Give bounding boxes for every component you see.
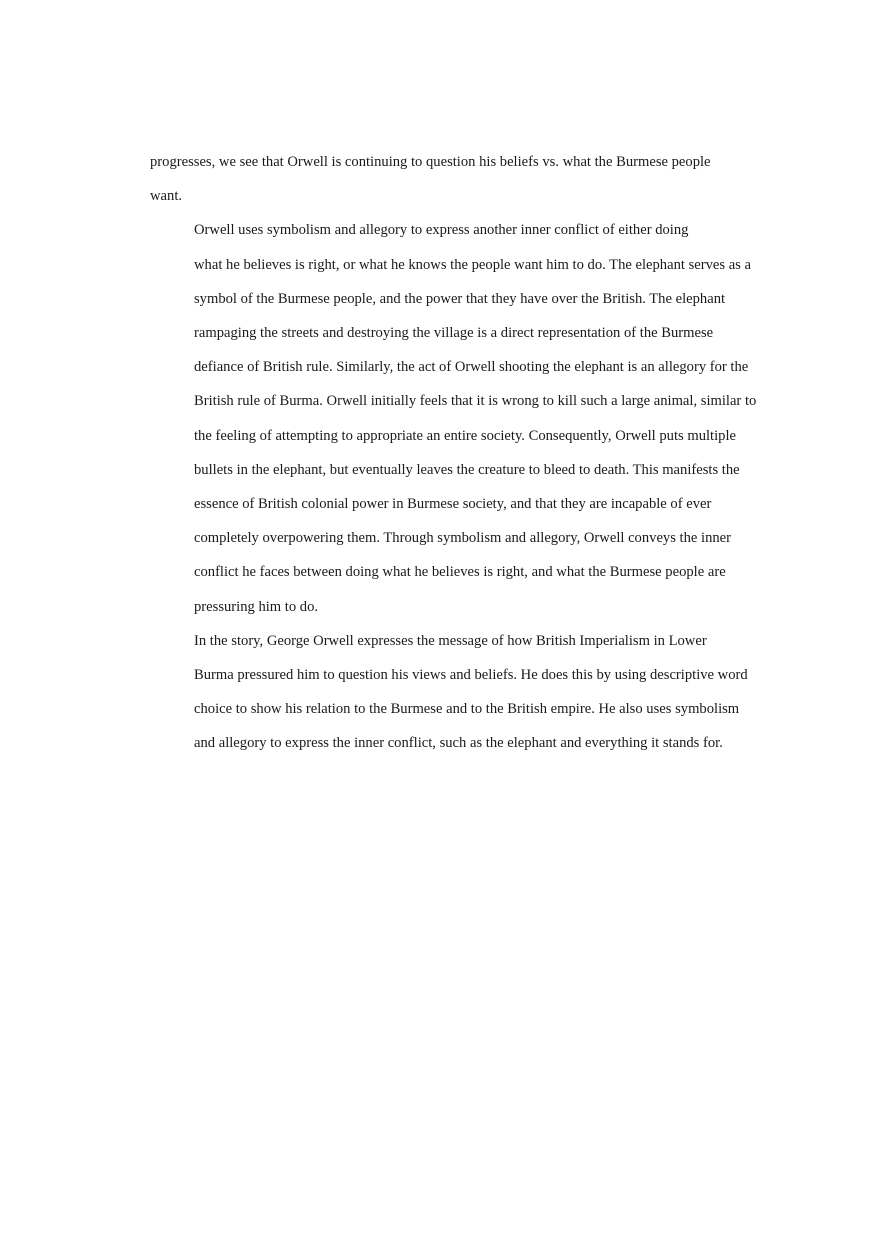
text-line: conflict he faces between doing what he believes is right, and what the Burmese people are (194, 564, 726, 581)
paragraph (150, 213, 757, 623)
text-line: symbol of the Burmese people, and the power that they have over the British. The elephant (194, 290, 726, 307)
text-line: choice to show his relation to the Burmese and to the British empire. He also uses symbolism (194, 701, 740, 718)
essay-body (150, 145, 757, 761)
text-line: and allegory to express the inner conflict, such as the elephant and everything it stands for. (194, 735, 723, 752)
text-line: Burma pressured him to question his views and beliefs. He does this by using descriptive word (194, 667, 748, 684)
text-line: In the story, George Orwell expresses the message of how British Imperialism in Lower (194, 632, 707, 649)
text-line: essence of British colonial power in Burmese society, and that they are incapable of ever (194, 496, 712, 513)
text-line: what he believes is right, or what he knows the people want him to do. The elephant serves as a (194, 256, 751, 273)
text-line: progresses, we see that Orwell is continuing to question his beliefs vs. what the Burmese people (150, 154, 711, 170)
text-line: want. (150, 188, 183, 205)
text-line: completely overpowering them. Through symbolism and allegory, Orwell conveys the inner (194, 530, 732, 547)
text-line: Orwell uses symbolism and allegory to express another inner conflict of either doing (194, 222, 689, 239)
paragraph (150, 145, 740, 213)
paragraph (150, 624, 748, 761)
text-line: British rule of Burma. Orwell initially feels that it is wrong to kill such a large animal, similar to (194, 393, 757, 410)
text-line: rampaging the streets and destroying the village is a direct representation of the Burmese (194, 325, 714, 342)
text-line: pressuring him to do. (194, 598, 319, 615)
text-line: bullets in the elephant, but eventually leaves the creature to bleed to death. This manifests the (194, 461, 740, 478)
text-line: defiance of British rule. Similarly, the act of Orwell shooting the elephant is an allegory for the (194, 359, 749, 376)
text-line: the feeling of attempting to appropriate an entire society. Consequently, Orwell puts multiple (194, 427, 736, 444)
